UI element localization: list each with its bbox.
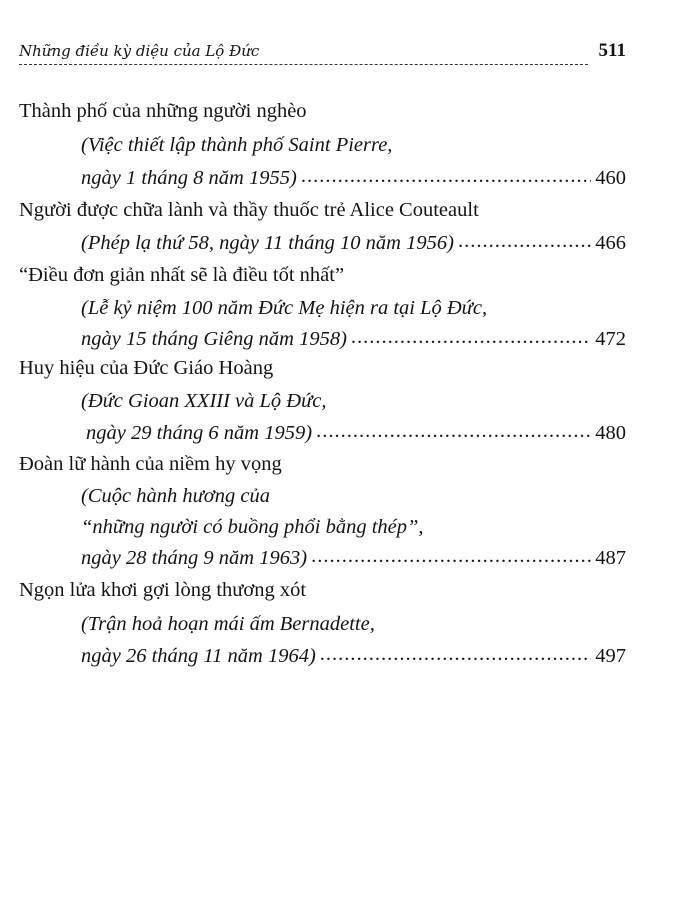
- book-title: Những điều kỳ diệu của Lộ Đức: [19, 42, 260, 60]
- toc-entry-leader: [81, 228, 626, 258]
- toc-page-number: 487: [595, 547, 626, 569]
- toc-entry-subtitle: (Việc thiết lập thành phố Saint Pierre,: [81, 134, 393, 156]
- toc-entry-subtitle: ngày 1 tháng 8 năm 1955): [81, 167, 297, 189]
- toc-entry-subtitle: “những người có buồng phổi bằng thép”,: [81, 516, 424, 538]
- toc-entry-leader: [81, 543, 626, 573]
- toc-entry-title: Người được chữa lành và thầy thuốc trẻ Alice Couteault: [19, 199, 479, 221]
- page-number: 511: [598, 40, 626, 61]
- toc-page-number: 472: [595, 328, 626, 350]
- toc-page-number: 497: [595, 645, 626, 667]
- dot-leader: [320, 639, 591, 669]
- toc-page-number: 480: [595, 422, 626, 444]
- toc-entry-leader: [86, 418, 626, 448]
- toc-entry-title: Huy hiệu của Đức Giáo Hoàng: [19, 357, 274, 379]
- toc-page-number: 460: [595, 167, 626, 189]
- toc-entry-subtitle: ngày 15 tháng Giêng năm 1958): [81, 328, 347, 350]
- toc-entry-subtitle: (Đức Gioan XXIII và Lộ Đức,: [81, 390, 327, 412]
- dot-leader: [311, 541, 591, 571]
- dot-leader: [301, 161, 591, 191]
- toc-entry-title: Đoàn lữ hành của niềm hy vọng: [19, 453, 282, 475]
- toc-entry-subtitle: ngày 28 tháng 9 năm 1963): [81, 547, 308, 569]
- dot-leader: [351, 322, 591, 352]
- toc-entry-title: “Điều đơn giản nhất sẽ là điều tốt nhất”: [19, 264, 345, 286]
- toc-entry-leader: [81, 324, 626, 354]
- toc-entry-leader: [81, 641, 626, 671]
- header-rule: [19, 64, 588, 65]
- toc-entry-subtitle: (Trận hoả hoạn mái ấm Bernadette,: [81, 613, 375, 635]
- toc-entry-leader: [81, 163, 626, 193]
- toc-entry-subtitle: ngày 26 tháng 11 năm 1964): [81, 645, 316, 667]
- toc-entry-title: Ngọn lửa khơi gợi lòng thương xót: [19, 579, 307, 601]
- toc-page-number: 466: [595, 232, 626, 254]
- dot-leader: [316, 416, 591, 446]
- toc-entry-subtitle: (Lễ kỷ niệm 100 năm Đức Mẹ hiện ra tại Lộ Đức,: [81, 297, 488, 319]
- toc-entry-subtitle: (Phép lạ thứ 58, ngày 11 tháng 10 năm 1956): [81, 232, 454, 254]
- toc-entry-subtitle: (Cuộc hành hương của: [81, 485, 270, 507]
- dot-leader: [458, 226, 591, 256]
- running-header: [19, 42, 626, 66]
- toc-entry-subtitle: ngày 29 tháng 6 năm 1959): [86, 422, 313, 444]
- toc-entry-title: Thành phố của những người nghèo: [19, 100, 307, 122]
